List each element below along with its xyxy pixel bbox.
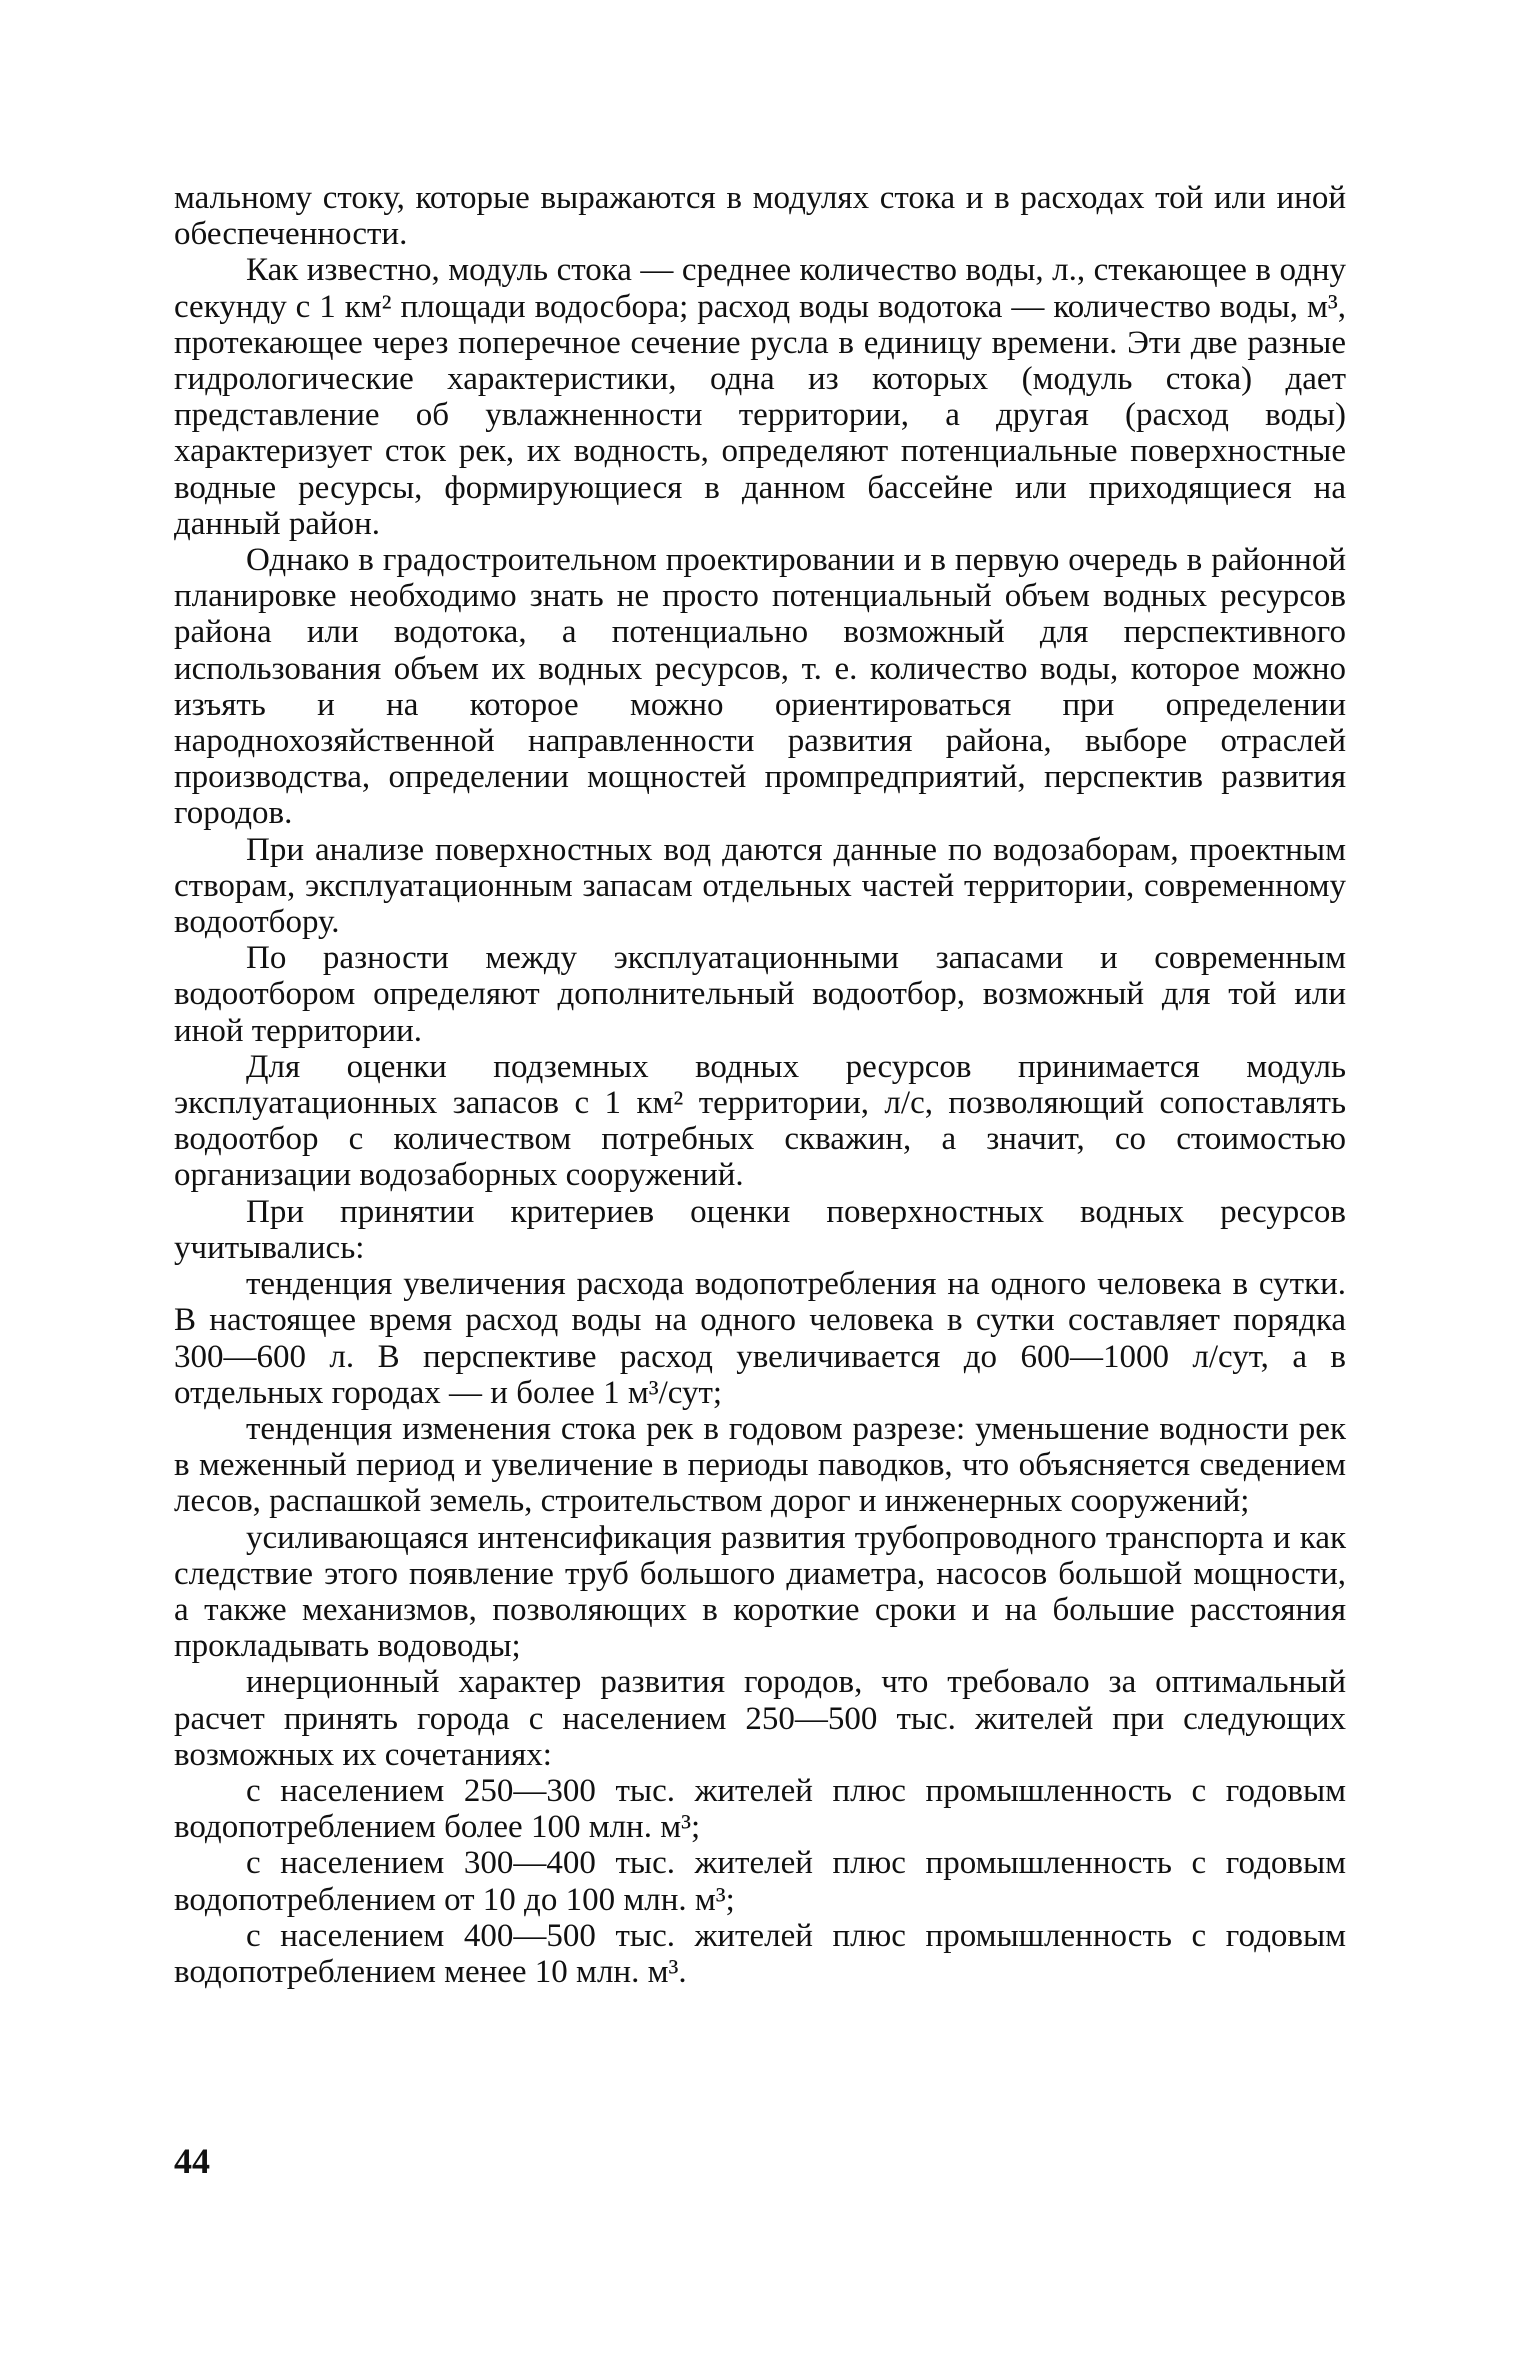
- paragraph: При принятии критериев оценки поверхностных водных ресурсов учитывались:: [174, 1193, 1346, 1266]
- paragraph: При анализе поверхностных вод даются данные по водозаборам, проектным створам, эксплуатационным запасам отдельных частей территории, современному водоотбору.: [174, 831, 1346, 941]
- paragraph: Как известно, модуль стока — среднее количество воды, л., стекающее в одну секунду с 1 км² площади водосбора; расход воды водотока — количество воды, м³, протекающее через поперечное сечение русла в единицу времени. Эти две разные гидрологические характеристики, одна из которых (модуль стока) дает представление об увлажненности территории, а другая (расход воды) характеризует сток рек, их водность, определяют потенциальные поверхностные водные ресурсы, формирующиеся в данном бассейне или приходящиеся на данный район.: [174, 252, 1346, 542]
- paragraph: Для оценки подземных водных ресурсов принимается модуль эксплуатационных запасов с 1 км² территории, л/с, позволяющий сопоставлять водоотбор с количеством потребных скважин, а значит, со стоимостью организации водозаборных сооружений.: [174, 1048, 1346, 1194]
- list-item: инерционный характер развития городов, что требовало за оптимальный расчет принять города с населением 250—500 тыс. жителей при следующих возможных их сочетаниях:: [174, 1664, 1346, 1773]
- list-item: усиливающаяся интенсификация развития трубопроводного транспорта и как следствие этого появление труб большого диаметра, насосов большой мощности, а также механизмов, позволяющих в короткие сроки и на большие расстояния прокладывать водоводы;: [174, 1519, 1346, 1665]
- paragraph: Однако в градостроительном проектировании и в первую очередь в районной планировке необходимо знать не просто потенциальный объем водных ресурсов района или водотока, а потенциально возможный для перспективного использования объем их водных ресурсов, т. е. количество воды, которое можно изъять и на которое можно ориентироваться при определении народнохозяйственной направленности развития района, выборе отраслей производства, определении мощностей промпредприятий, перспектив развития городов.: [174, 542, 1346, 832]
- paragraph: По разности между эксплуатационными запасами и современным водоотбором определяют дополнительный водоотбор, возможный для той или иной территории.: [174, 940, 1346, 1049]
- sub-list-item: с населением 400—500 тыс. жителей плюс промышленность с годовым водопотреблением менее 10 млн. м³.: [174, 1917, 1346, 1990]
- list-item: тенденция увеличения расхода водопотребления на одного человека в сутки. В настоящее время расход воды на одного человека в сутки составляет порядка 300—600 л. В перспективе расход увеличивается до 600—1000 л/сут, а в отдельных городах — и более 1 м³/сут;: [174, 1266, 1346, 1411]
- sub-list-item: с населением 300—400 тыс. жителей плюс промышленность с годовым водопотреблением от 10 до 100 млн. м³;: [174, 1845, 1346, 1918]
- page-number: 44: [174, 2141, 210, 2181]
- page-body: [174, 180, 1346, 1990]
- paragraph-continuation: мальному стоку, которые выражаются в модулях стока и в расходах той или иной обеспеченности.: [174, 180, 1346, 253]
- sub-list-item: с населением 250—300 тыс. жителей плюс промышленность с годовым водопотреблением более 100 млн. м³;: [174, 1772, 1346, 1846]
- list-item: тенденция изменения стока рек в годовом разрезе: уменьшение водности рек в меженный период и увеличение в периоды паводков, что объясняется сведением лесов, распашкой земель, строительством дорог и инженерных сооружений;: [174, 1410, 1346, 1520]
